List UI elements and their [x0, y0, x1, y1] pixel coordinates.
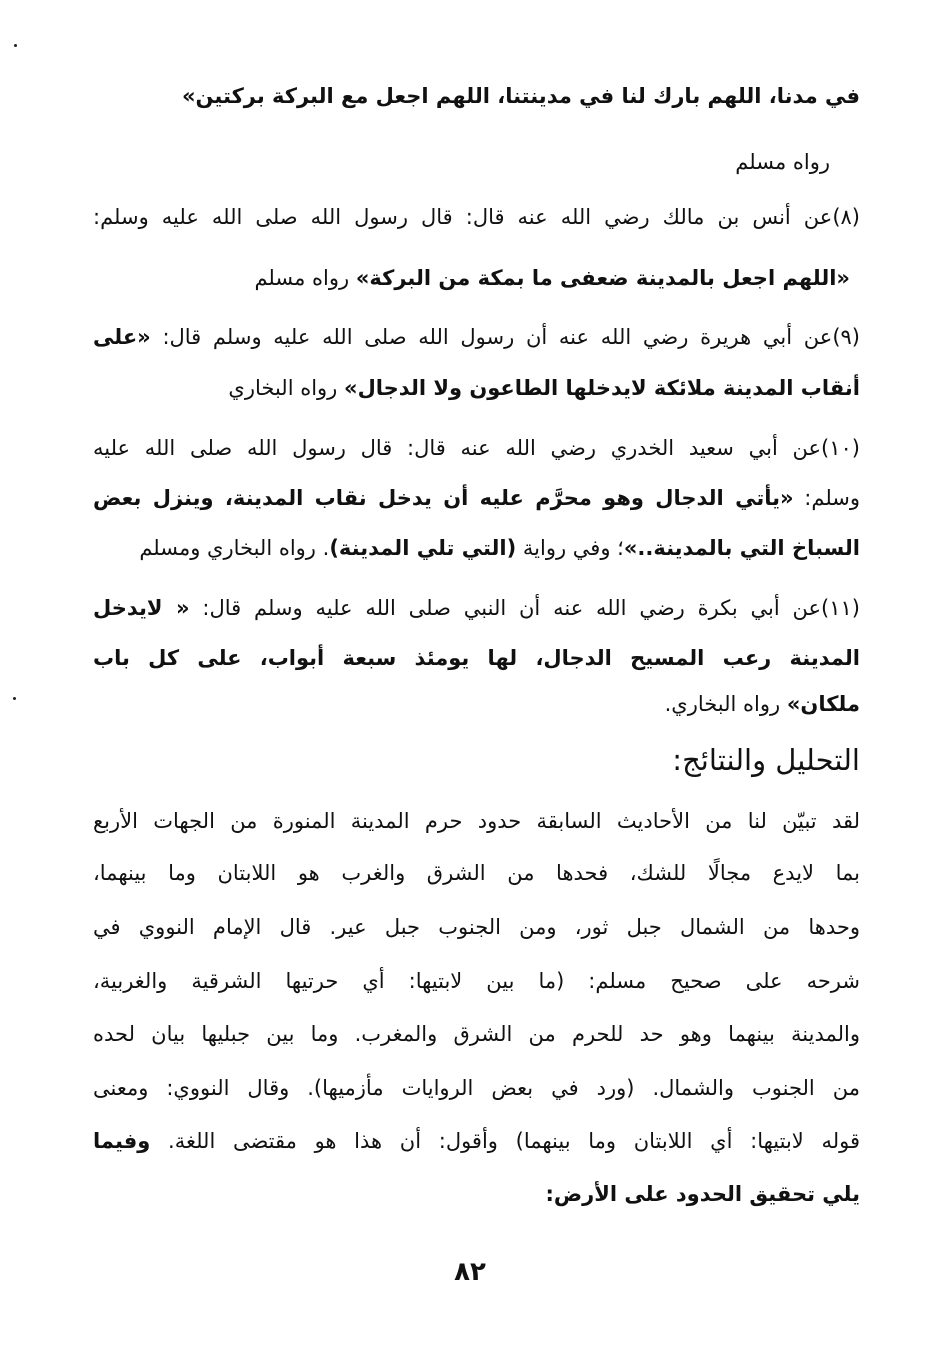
hadith-7-end-line: في مدنا، اللهم بارك لنا في مدينتنا، اللهم اجعل مع البركة بركتين» — [181, 84, 860, 108]
hadith-10-line-3 — [139, 532, 860, 564]
section-heading: التحليل والنتائج: — [672, 743, 860, 777]
hadith-9-quote-start: «على — [93, 325, 151, 349]
hadith-10-variant: (التي تلي المدينة) — [329, 536, 517, 560]
scan-speck — [14, 44, 17, 47]
scan-speck — [13, 697, 16, 700]
hadith-11-line-1 — [93, 592, 860, 624]
hadith-11-source: رواه البخاري. — [664, 692, 787, 716]
hadith-9-quote: أنقاب المدينة ملائكة لايدخلها الطاعون ولا الدجال» — [344, 376, 860, 400]
page-number: ٨٢ — [454, 1257, 486, 1287]
hadith-8-line-1: (٨)عن أنس بن مالك رضي الله عنه قال: قال رسول الله صلى الله عليه وسلم: — [93, 205, 860, 229]
hadith-10-line-1: (١٠)عن أبي سعيد الخدري رضي الله عنه قال: قال رسول الله صلى الله عليه — [93, 436, 860, 460]
analysis-line-2: بما لايدع مجالًا للشك، فحدها من الشرق والغرب هو اللابتان وما بينهما، — [93, 861, 860, 885]
hadith-10-intro: وسلم: — [793, 486, 861, 510]
hadith-8-quote: «اللهم اجعل بالمدينة ضعفى ما بمكة من البركة» — [355, 266, 850, 290]
analysis-line-7-bold: وفيما — [93, 1129, 151, 1153]
hadith-9-line-1 — [93, 321, 860, 353]
analysis-line-3: وحدها من الشمال جبل ثور، ومن الجنوب جبل عير. قال الإمام النووي في — [93, 915, 860, 939]
hadith-9-line-2 — [228, 372, 860, 404]
hadith-11-line-3 — [665, 688, 860, 720]
analysis-line-5: والمدينة بينهما وهو حد للحرم من الشرق والمغرب. وما بين جبليها بيان لحده — [93, 1022, 860, 1046]
hadith-9-source: رواه البخاري — [228, 376, 344, 400]
hadith-10-source: . رواه البخاري ومسلم — [139, 536, 330, 560]
hadith-10-variant-intro: ؛ وفي رواية — [516, 536, 624, 560]
hadith-8-line-2 — [254, 262, 850, 294]
hadith-7-source: رواه مسلم — [735, 150, 830, 174]
hadith-11-line-2: المدينة رعب المسيح الدجال، لها يومئذ سبعة أبواب، على كل باب — [93, 646, 860, 670]
hadith-9-intro: (٩)عن أبي هريرة رضي الله عنه أن رسول الله صلى الله عليه وسلم قال: — [150, 325, 860, 349]
analysis-line-7 — [93, 1125, 860, 1157]
hadith-8-source: رواه مسلم — [254, 266, 356, 290]
analysis-line-4: شرحه على صحيح مسلم: (ما بين لابتيها: أي حرتيها الشرقية والغربية، — [93, 969, 860, 993]
analysis-line-8: يلي تحقيق الحدود على الأرض: — [545, 1182, 860, 1206]
analysis-line-1: لقد تبيّن لنا من الأحاديث السابقة حدود حرم المدينة المنورة من الجهات الأربع — [93, 809, 860, 833]
hadith-11-intro: (١١)عن أبي بكرة رضي الله عنه أن النبي صلى الله عليه وسلم قال: — [189, 596, 860, 620]
hadith-11-quote-end: ملكان» — [786, 692, 860, 716]
hadith-11-quote-start: « لايدخل — [93, 596, 190, 620]
analysis-line-7-text: قوله لابتيها: أي اللابتان وما بينهما) وأقول: أن هذا هو مقتضى اللغة. — [150, 1129, 860, 1153]
hadith-10-quote-end: السباخ التي بالمدينة..» — [623, 536, 860, 560]
hadith-10-line-2 — [93, 482, 860, 514]
hadith-10-quote: «يأتي الدجال وهو محرَّم عليه أن يدخل نقاب المدينة، وينزل بعض — [93, 486, 794, 510]
analysis-line-6: من الجنوب والشمال. (ورد في بعض الروايات مأزميها). وقال النووي: ومعنى — [93, 1076, 860, 1100]
